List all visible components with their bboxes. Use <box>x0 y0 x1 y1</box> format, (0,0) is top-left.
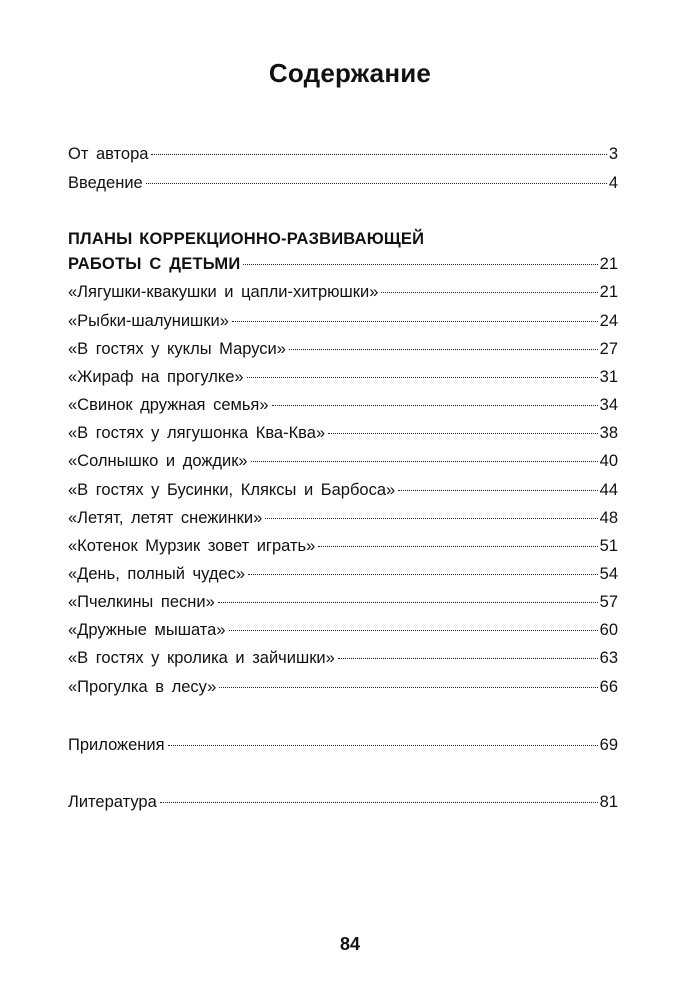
toc-entry[interactable] <box>68 648 618 670</box>
section-heading-line2: РАБОТЫ С ДЕТЬМИ <box>68 255 241 273</box>
toc-entry-label: «Свинок дружная семья» <box>68 396 269 414</box>
dot-leader <box>146 183 607 184</box>
dot-leader <box>247 377 598 378</box>
toc-entry-label: Введение <box>68 174 143 192</box>
toc-entry-page: 31 <box>599 368 618 386</box>
toc-entry-page: 24 <box>599 312 618 330</box>
dot-leader <box>248 574 598 575</box>
dot-leader <box>218 602 598 603</box>
toc-entry[interactable] <box>68 367 618 389</box>
toc-entry-label: Приложения <box>68 736 165 754</box>
dot-leader <box>328 433 598 434</box>
dot-leader <box>289 349 598 350</box>
toc-entry-label: «Жираф на прогулке» <box>68 368 244 386</box>
toc-entry[interactable] <box>68 395 618 417</box>
toc-entry-literature[interactable] <box>68 792 618 814</box>
toc-entry-page: 4 <box>608 174 618 192</box>
toc-entry-introduction[interactable] <box>68 173 618 195</box>
dot-leader <box>272 405 598 406</box>
toc-entry-page: 34 <box>599 396 618 414</box>
toc-entry-page: 21 <box>599 283 618 301</box>
toc-entry-label: «Лягушки-квакушки и цапли-хитрюшки» <box>68 283 379 301</box>
toc-entry-page: 21 <box>599 255 618 273</box>
dot-leader <box>243 264 597 265</box>
toc-entry-page: 51 <box>599 537 618 555</box>
dot-leader <box>381 292 597 293</box>
dot-leader <box>338 658 598 659</box>
dot-leader <box>151 154 606 155</box>
toc-entry-page: 69 <box>599 736 618 754</box>
toc-entry-page: 57 <box>599 593 618 611</box>
toc-entry-page: 40 <box>599 452 618 470</box>
page-title: Содержание <box>268 58 432 88</box>
dot-leader <box>229 630 598 631</box>
toc-entry-page: 38 <box>599 424 618 442</box>
toc-entry-page: 63 <box>599 649 618 667</box>
toc-entry-section[interactable] <box>68 254 618 276</box>
page-number: 84 <box>339 934 361 954</box>
toc-entry-label: Литература <box>68 793 157 811</box>
toc-entry[interactable] <box>68 423 618 445</box>
toc-entry-appendix[interactable] <box>68 735 618 757</box>
toc-entry[interactable] <box>68 339 618 361</box>
toc-entry[interactable] <box>68 677 618 699</box>
dot-leader <box>160 802 598 803</box>
toc-entry-page: 3 <box>608 145 618 163</box>
toc-entry[interactable] <box>68 282 618 304</box>
toc-entry-label: «В гостях у кролика и зайчишки» <box>68 649 335 667</box>
dot-leader <box>232 321 598 322</box>
toc-entry-label: «Дружные мышата» <box>68 621 226 639</box>
toc-entry[interactable] <box>68 536 618 558</box>
dot-leader <box>318 546 597 547</box>
toc-entry-label: «День, полный чудес» <box>68 565 246 583</box>
toc-entry-from-author[interactable] <box>68 144 618 166</box>
toc-entry-label: «Котенок Мурзик зовет играть» <box>68 537 316 555</box>
dot-leader <box>398 490 597 491</box>
toc-entry[interactable] <box>68 592 618 614</box>
dot-leader <box>168 745 598 746</box>
toc-entry-label: «Солнышко и дождик» <box>68 452 248 470</box>
toc-entry-page: 27 <box>599 340 618 358</box>
toc-entry-label: «Рыбки-шалунишки» <box>68 312 229 330</box>
toc-entry-label: «Летят, летят снежинки» <box>68 509 263 527</box>
dot-leader <box>251 461 598 462</box>
dot-leader <box>265 518 597 519</box>
toc-entry[interactable] <box>68 480 618 502</box>
toc-entry-page: 48 <box>599 509 618 527</box>
toc-entry[interactable] <box>68 311 618 333</box>
section-heading-line1: ПЛАНЫ КОРРЕКЦИОННО-РАЗВИВАЮЩЕЙ <box>68 230 425 248</box>
dot-leader <box>219 687 597 688</box>
toc-entry-page: 81 <box>599 793 618 811</box>
toc-entry-label: От автора <box>68 145 149 163</box>
toc-entry-label: «Прогулка в лесу» <box>68 678 217 696</box>
toc-entry-page: 54 <box>599 565 618 583</box>
toc-entry-label: «Пчелкины песни» <box>68 593 215 611</box>
toc-entry[interactable] <box>68 508 618 530</box>
toc-entry[interactable] <box>68 620 618 642</box>
toc-entry-page: 60 <box>599 621 618 639</box>
toc-entry[interactable] <box>68 451 618 473</box>
toc-entry-page: 66 <box>599 678 618 696</box>
toc-entry-label: «В гостях у куклы Маруси» <box>68 340 286 358</box>
toc-entry-page: 44 <box>599 481 618 499</box>
toc-entry[interactable] <box>68 564 618 586</box>
toc-entry-label: «В гостях у Бусинки, Кляксы и Барбоса» <box>68 481 396 499</box>
toc-entry-label: «В гостях у лягушонка Ква-Ква» <box>68 424 326 442</box>
